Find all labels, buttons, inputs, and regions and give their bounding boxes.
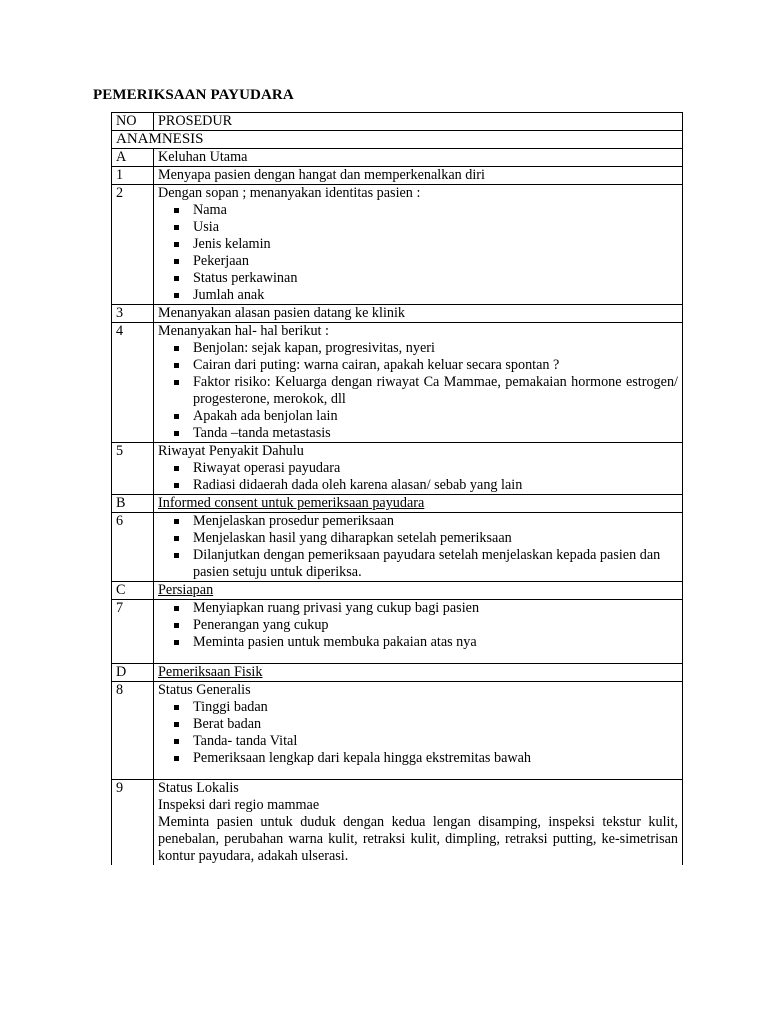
row-content xyxy=(154,664,683,682)
bullet-list xyxy=(158,460,678,494)
table-row xyxy=(112,780,683,866)
table-row xyxy=(112,682,683,780)
table-row xyxy=(112,600,683,664)
table-row xyxy=(112,664,683,682)
subsection-heading: Persiapan xyxy=(158,582,214,598)
row-subtext: Inspeksi dari regio mammae xyxy=(158,797,320,813)
table-row xyxy=(112,582,683,600)
row-content xyxy=(154,682,683,780)
row-text: Dengan sopan ; menanyakan identitas pasien : xyxy=(158,185,421,201)
table-row xyxy=(112,323,683,443)
row-number: D xyxy=(112,664,154,682)
row-content xyxy=(154,513,683,582)
header-no: NO xyxy=(112,113,154,131)
row-content xyxy=(154,600,683,664)
row-paragraph: Meminta pasien untuk duduk dengan kedua lengan disamping, inspeksi tekstur kulit, penebalan, perubahan warna kulit, retraksi kulit, dimpling, retraksi putting, ke-simetrisan kontur payudara, adakah ulserasi. xyxy=(158,814,678,864)
bullet-list xyxy=(158,699,678,767)
list-item: Menjelaskan prosedur pemeriksaan xyxy=(173,513,678,530)
section-anamnesis: ANAMNESIS xyxy=(112,131,683,149)
list-item: Pemeriksaan lengkap dari kepala hingga ekstremitas bawah xyxy=(173,750,678,767)
row-number: 8 xyxy=(112,682,154,780)
row-text: Menanyakan hal- hal berikut : xyxy=(158,323,329,339)
table-header-row xyxy=(112,113,683,131)
document-title: PEMERIKSAAN PAYUDARA xyxy=(93,87,294,103)
table-row xyxy=(112,513,683,582)
row-number: 5 xyxy=(112,443,154,495)
row-text: Menyapa pasien dengan hangat dan memperkenalkan diri xyxy=(154,167,683,185)
row-content xyxy=(154,323,683,443)
row-number: C xyxy=(112,582,154,600)
row-content xyxy=(154,443,683,495)
row-number: A xyxy=(112,149,154,167)
list-item: Status perkawinan xyxy=(173,270,678,287)
table-row xyxy=(112,185,683,305)
bullet-list xyxy=(158,202,678,304)
list-item: Nama xyxy=(173,202,678,219)
row-text: Riwayat Penyakit Dahulu xyxy=(158,443,304,459)
row-number: 3 xyxy=(112,305,154,323)
list-item: Penerangan yang cukup xyxy=(173,617,678,634)
subsection-heading: Informed consent untuk pemeriksaan payudara xyxy=(158,495,425,511)
list-item: Menjelaskan hasil yang diharapkan setelah pemeriksaan xyxy=(173,530,678,547)
row-number: 6 xyxy=(112,513,154,582)
list-item: Berat badan xyxy=(173,716,678,733)
list-item: Apakah ada benjolan lain xyxy=(173,408,678,425)
table-row xyxy=(112,167,683,185)
section-row xyxy=(112,131,683,149)
row-content xyxy=(154,582,683,600)
row-number: 9 xyxy=(112,780,154,866)
table-row xyxy=(112,305,683,323)
list-item: Dilanjutkan dengan pemeriksaan payudara setelah menjelaskan kepada pasien dan pasien setuju untuk diperiksa. xyxy=(173,547,678,581)
row-number: 7 xyxy=(112,600,154,664)
list-item: Radiasi didaerah dada oleh karena alasan/ sebab yang lain xyxy=(173,477,678,494)
list-item: Faktor risiko: Keluarga dengan riwayat Ca Mammae, pemakaian hormone estrogen/ progesterone, merokok, dll xyxy=(173,374,678,408)
list-item: Benjolan: sejak kapan, progresivitas, nyeri xyxy=(173,340,678,357)
header-prosedur: PROSEDUR xyxy=(154,113,683,131)
row-text: Menanyakan alasan pasien datang ke klinik xyxy=(154,305,683,323)
procedure-table xyxy=(111,112,683,865)
list-item: Tinggi badan xyxy=(173,699,678,716)
table-row xyxy=(112,443,683,495)
list-item: Meminta pasien untuk membuka pakaian atas nya xyxy=(173,634,678,651)
list-item: Tanda- tanda Vital xyxy=(173,733,678,750)
list-item: Jumlah anak xyxy=(173,287,678,304)
list-item: Usia xyxy=(173,219,678,236)
bullet-list xyxy=(158,600,678,651)
list-item: Pekerjaan xyxy=(173,253,678,270)
list-item: Tanda –tanda metastasis xyxy=(173,425,678,442)
list-item: Riwayat operasi payudara xyxy=(173,460,678,477)
row-number: 1 xyxy=(112,167,154,185)
table-row xyxy=(112,149,683,167)
row-content xyxy=(154,780,683,866)
row-text: Status Lokalis xyxy=(158,780,239,796)
row-content xyxy=(154,495,683,513)
list-item: Menyiapkan ruang privasi yang cukup bagi pasien xyxy=(173,600,678,617)
table-row xyxy=(112,495,683,513)
row-number: B xyxy=(112,495,154,513)
row-number: 2 xyxy=(112,185,154,305)
bullet-list xyxy=(158,340,678,442)
subsection-heading: Pemeriksaan Fisik xyxy=(158,664,263,680)
row-text: Keluhan Utama xyxy=(154,149,683,167)
list-item: Cairan dari puting: warna cairan, apakah keluar secara spontan ? xyxy=(173,357,678,374)
bullet-list xyxy=(158,513,678,581)
list-item: Jenis kelamin xyxy=(173,236,678,253)
row-content xyxy=(154,185,683,305)
row-number: 4 xyxy=(112,323,154,443)
row-text: Status Generalis xyxy=(158,682,251,698)
